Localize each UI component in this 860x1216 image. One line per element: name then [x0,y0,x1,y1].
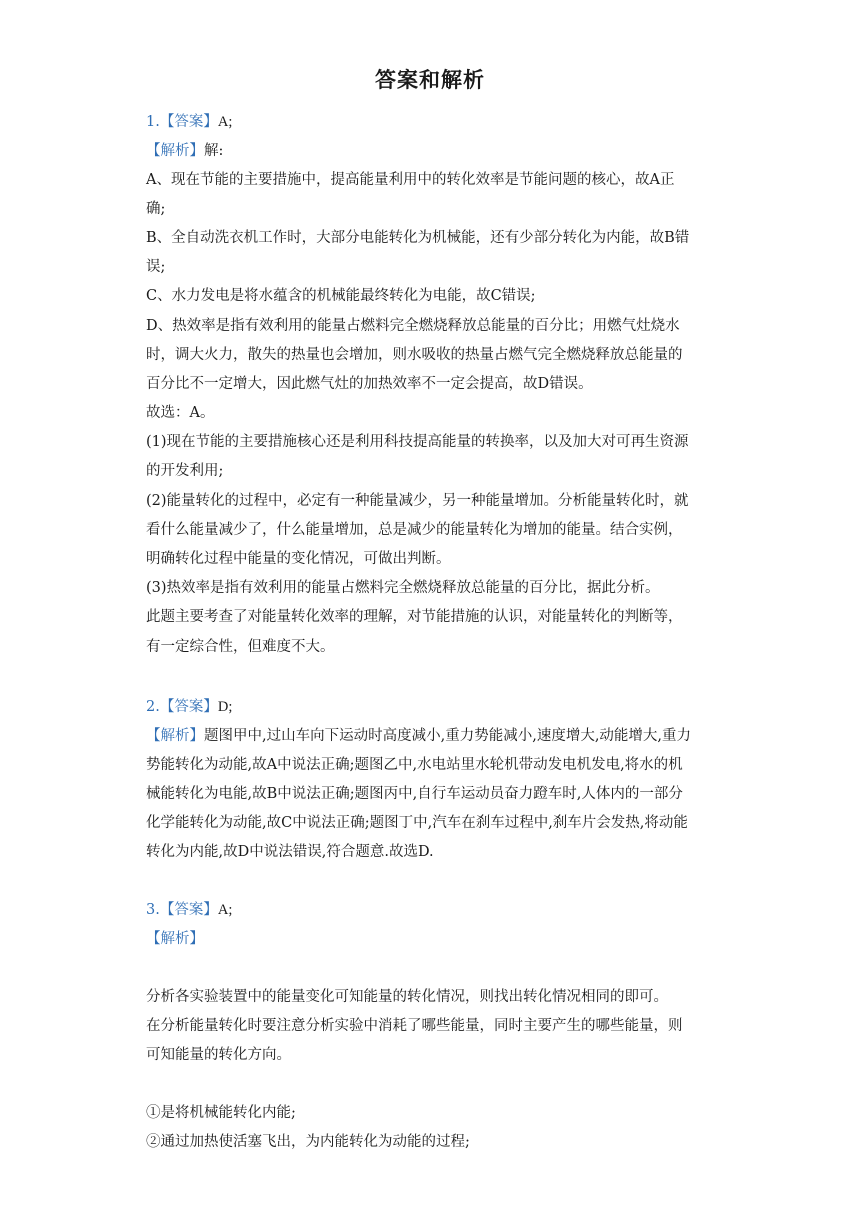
q3-analysis-tag: 【解析】 [146,931,204,947]
q2-analysis-first: 题图甲中,过山车向下运动时高度减小,重力势能减小,速度增大,动能增大,重力 [204,728,692,744]
q3-answer-tag: 【答案】 [159,902,218,918]
page-title: 答案和解析 [375,68,485,92]
q1-line: C、水力发电是将水蕴含的机械能最终转化为电能，故C错误; [146,288,536,304]
q3-analysis-line [146,929,204,949]
q1-answer: A; [217,114,233,130]
q2-analysis-line [146,726,691,746]
q2-analysis-tag: 【解析】 [146,728,204,744]
q1-analysis-tag: 【解析】 [146,143,204,159]
q1-answer-tag: 【答案】 [159,114,218,130]
q1-line: (1)现在节能的主要措施核心还是利用科技提高能量的转换率，以及加大对可再生资源 [146,434,689,450]
q1-line: 的开发利用; [146,463,224,479]
q2-answer: D; [217,699,233,715]
q2-line: 转化为内能,故D中说法错误,符合题意.故选D. [146,844,434,860]
q1-analysis-first: 解: [204,143,224,159]
q1-line: A、现在节能的主要措施中，提高能量利用中的转化效率是节能问题的核心，故A正 [146,172,675,188]
q1-line: 时，调大火力，散失的热量也会增加，则水吸收的热量占燃气完全燃烧释放总能量的 [146,347,683,363]
q1-analysis-line [146,141,223,161]
q1-line: (3)热效率是指有效利用的能量占燃料完全燃烧释放总能量的百分比，据此分析。 [146,580,660,596]
q1-number: 1. [146,114,160,130]
q1-line: 百分比不一定增大，因此燃气灶的加热效率不一定会提高，故D错误。 [146,376,593,392]
q2-line: 械能转化为电能,故B中说法正确;题图丙中,自行车运动员奋力蹬车时,人体内的一部分 [146,786,683,802]
q3-number: 3. [146,902,160,918]
q1-line: 误; [146,259,166,275]
q2-number: 2. [146,699,160,715]
q3-answer-line [146,900,232,920]
q3-line: 可知能量的转化方向。 [146,1047,291,1063]
q3-line: ①是将机械能转化内能; [146,1105,296,1121]
q2-line: 化学能转化为动能,故C中说法正确;题图丁中,汽车在刹车过程中,刹车片会发热,将动能 [146,815,688,831]
q3-line: 分析各实验装置中的能量变化可知能量的转化情况，则找出转化情况相同的即可。 [146,989,668,1005]
q1-line: B、全自动洗衣机工作时，大部分电能转化为机械能，还有少部分转化为内能，故B错 [146,230,690,246]
q1-line: (2)能量转化的过程中，必定有一种能量减少，另一种能量增加。分析能量转化时，就 [146,493,689,509]
q2-answer-line [146,697,232,717]
q3-answer: A; [217,902,233,918]
q2-line: 势能转化为动能,故A中说法正确;题图乙中,水电站里水轮机带动发电机发电,将水的机 [146,757,683,773]
q1-line: D、热效率是指有效利用的能量占燃料完全燃烧释放总能量的百分比；用燃气灶烧水 [146,318,680,334]
q1-answer-line [146,112,232,132]
q1-line: 有一定综合性，但难度不大。 [146,639,335,655]
q1-line: 此题主要考查了对能量转化效率的理解，对节能措施的认识，对能量转化的判断等， [146,609,683,625]
q3-line: 在分析能量转化时要注意分析实验中消耗了哪些能量，同时主要产生的哪些能量，则 [146,1018,683,1034]
q2-answer-tag: 【答案】 [159,699,218,715]
q3-line: ②通过加热使活塞飞出，为内能转化为动能的过程; [146,1134,470,1150]
q1-line: 明确转化过程中能量的变化情况，可做出判断。 [146,551,451,567]
q1-line: 故选：A。 [146,405,215,421]
q1-line: 看什么能量减少了，什么能量增加，总是减少的能量转化为增加的能量。结合实例， [146,522,683,538]
q1-line: 确; [146,201,166,217]
